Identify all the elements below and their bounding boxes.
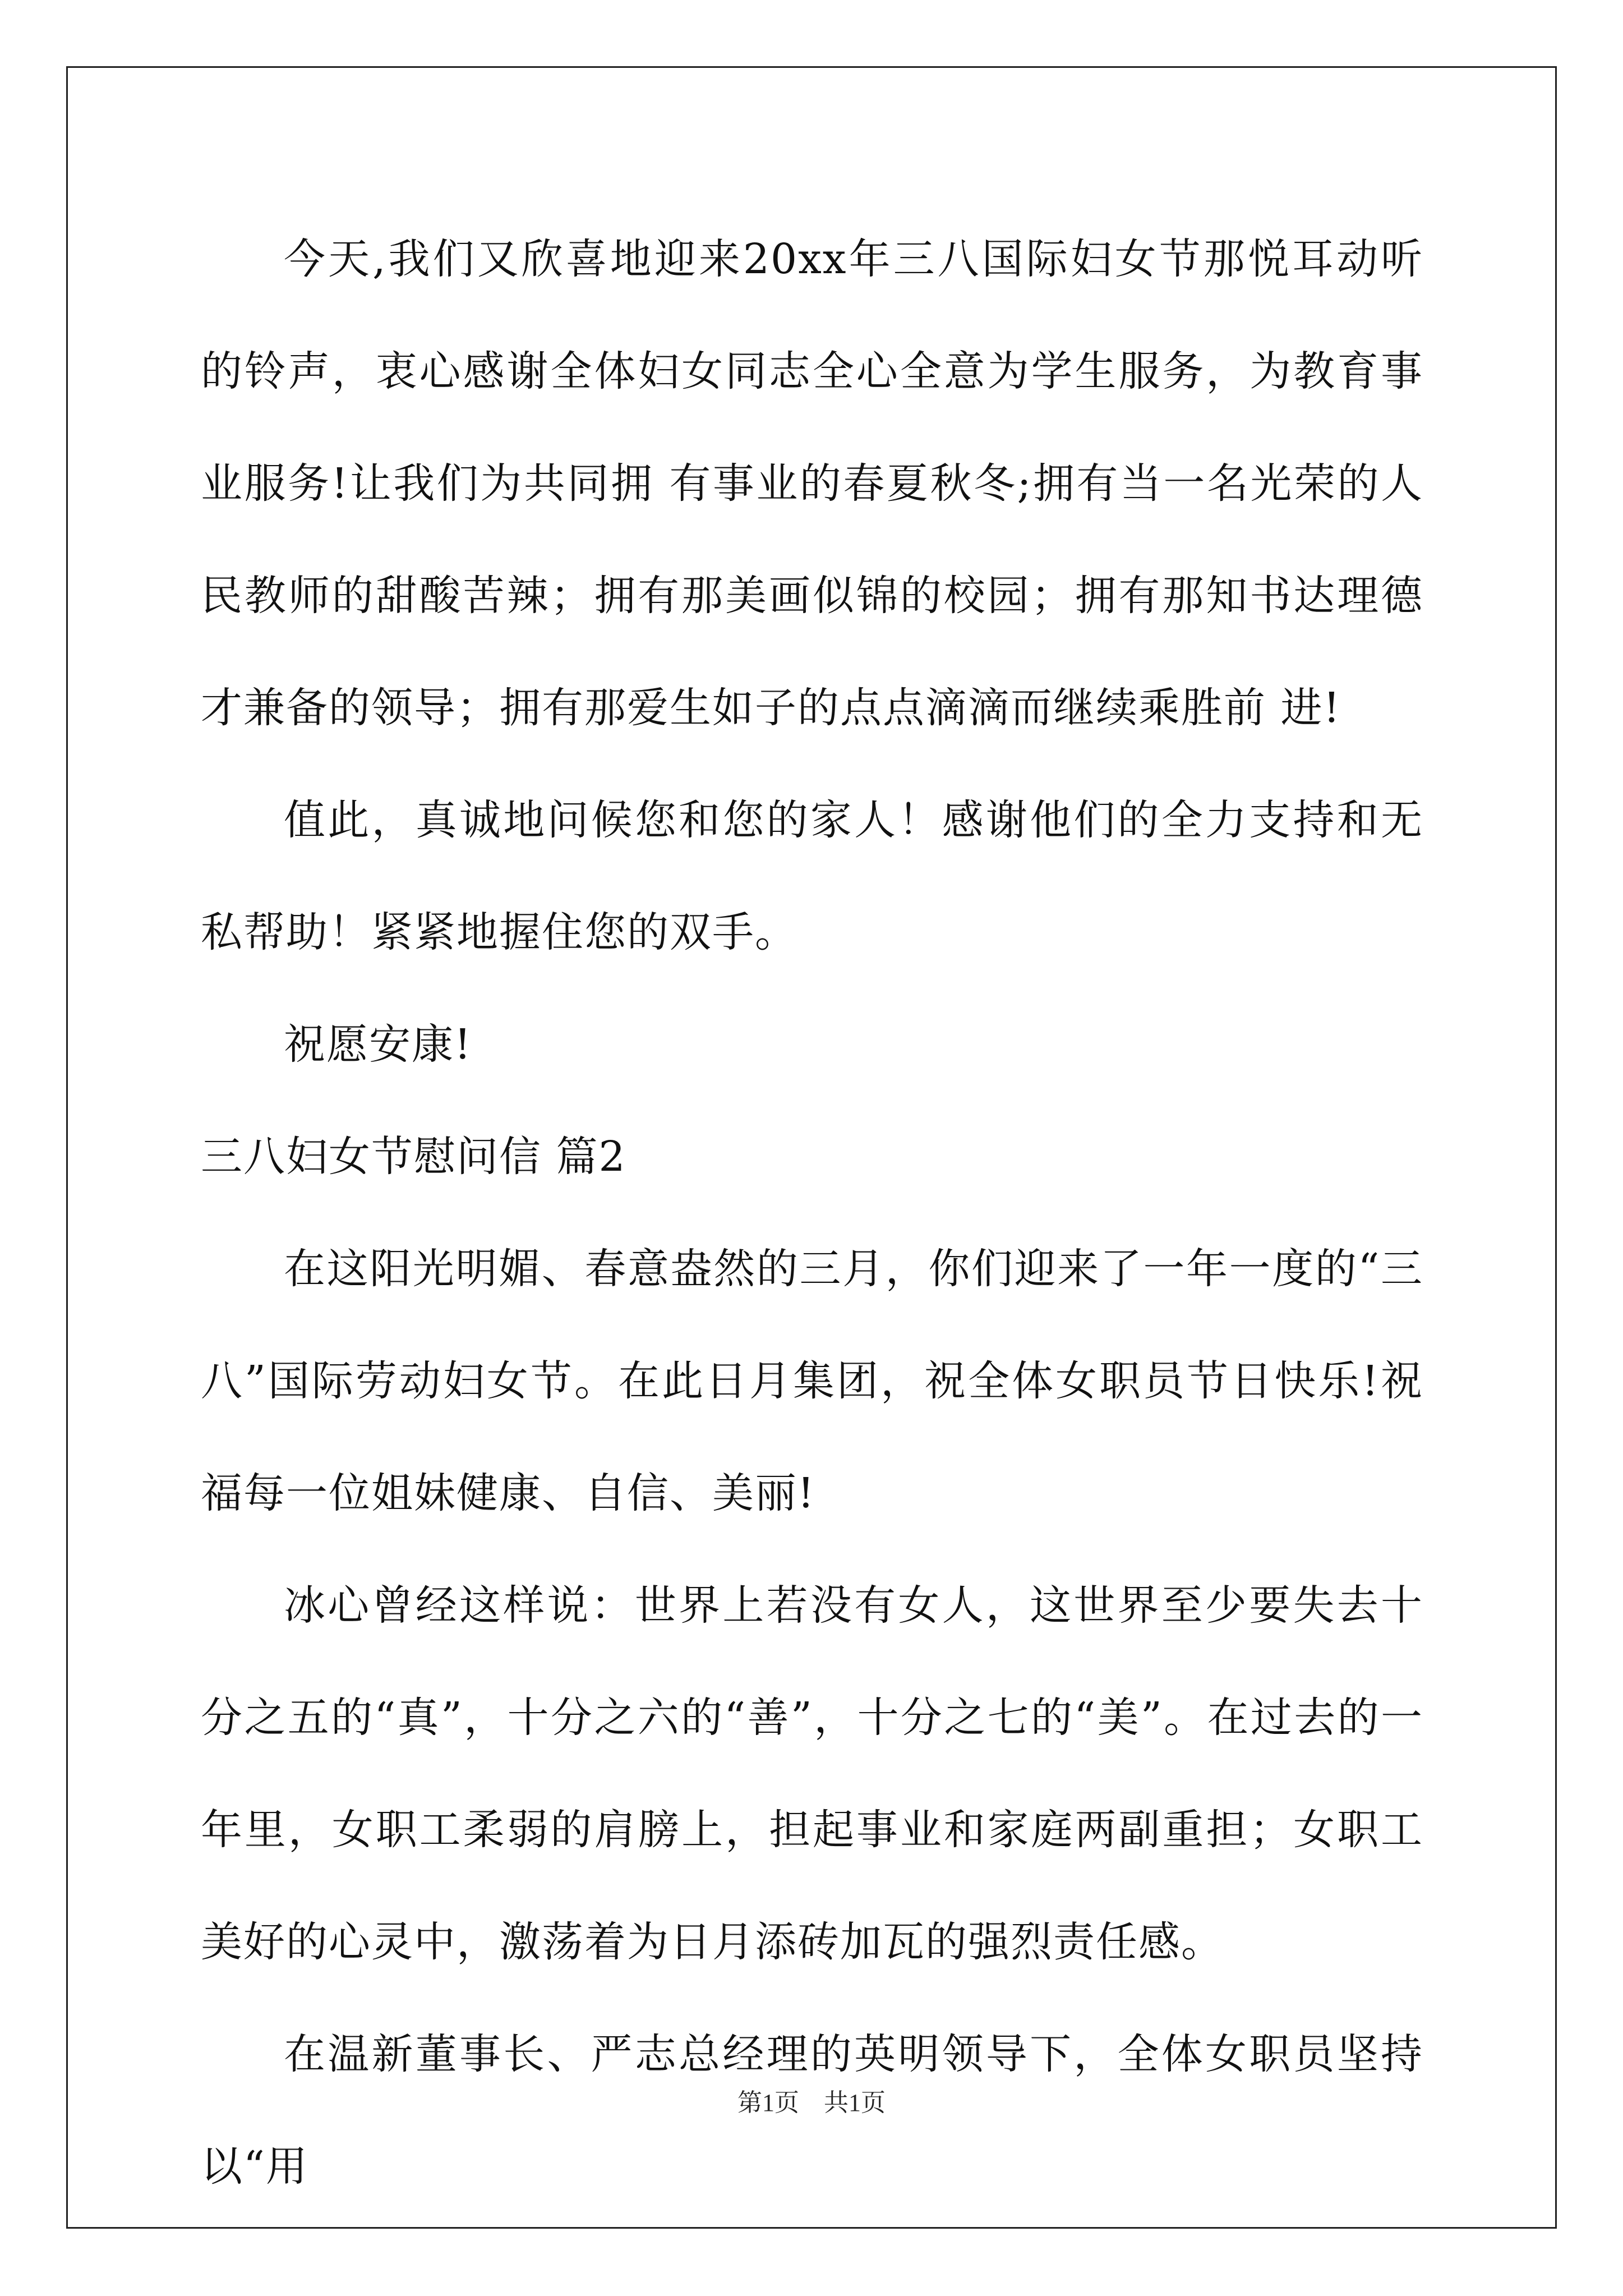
page-number-footer: 第1页 共1页 xyxy=(737,2089,886,2116)
paragraph-march: 在这阳光明媚、春意盎然的三月，你们迎来了一年一度的“三八”国际劳动妇女节。在此日月集团，祝全体女职员节日快乐!祝福每一位姐妹健康、自信、美丽! xyxy=(201,1245,1423,1517)
paragraph-greeting: 今天,我们又欣喜地迎来20xx年三八国际妇女节那悦耳动听的铃声，衷心感谢全体妇女同志全心全意为学生服务，为教育事业服务!让我们为共同拥 有事业的春夏秋冬;拥有当一名光荣的人民教师的甜酸苦辣；拥有那美画似锦的校园；拥有那知书达理德才兼备的领导；拥有那爱生如子的点点滴滴而继续乘胜前 进! xyxy=(201,235,1423,732)
section-heading: 三八妇女节慰问信 篇2 xyxy=(201,1133,626,1181)
paragraph-leadership: 在温新董事长、严志总经理的英明领导下，全体女职员坚持以“用 xyxy=(201,2030,1423,2191)
paragraph-regards: 值此，真诚地问候您和您的家人！感谢他们的全力支持和无私帮助！紧紧地握住您的双手。 xyxy=(201,796,1423,956)
paragraph-wish: 祝愿安康! xyxy=(284,1020,472,1069)
document-body xyxy=(201,203,1423,2223)
paragraph-bingxin: 冰心曾经这样说：世界上若没有女人，这世界至少要失去十分之五的“真”，十分之六的“善”，十分之七的“美”。在过去的一年里，女职工柔弱的肩膀上，担起事业和家庭两副重担；女职工美好的心灵中，激荡着为日月添砖加瓦的强烈责任感。 xyxy=(201,1581,1423,1966)
